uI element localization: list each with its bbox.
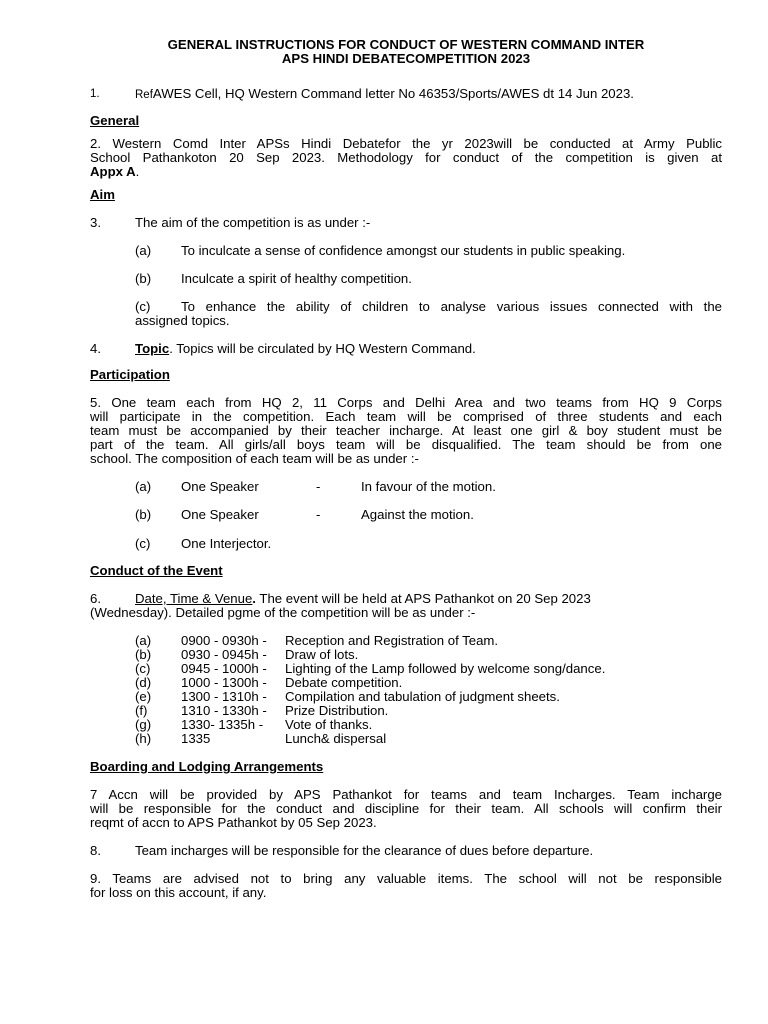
para-2-line-1: 2. Western Comd Inter APSs Hindi Debatefor the yr 2023will be conducted at Army Public xyxy=(90,136,722,151)
heading-participation: Participation xyxy=(90,367,170,382)
role-c-label: (c) xyxy=(135,536,151,551)
para-5-line-1: 5. One team each from HQ 2, 11 Corps and Delhi Area and two teams from HQ 9 Corps xyxy=(90,395,722,410)
schedule-label: (a) xyxy=(135,633,152,648)
para-8-number: 8. xyxy=(90,843,101,858)
heading-aim: Aim xyxy=(90,187,115,202)
schedule-activity: Debate competition. xyxy=(285,675,403,690)
schedule-time: 1310 - 1330h - xyxy=(181,703,267,718)
para-5-line-2: will participate in the competition. Each team will be comprised of three students and each xyxy=(90,409,722,424)
heading-general: General xyxy=(90,113,140,128)
role-c-role: One Interjector. xyxy=(181,536,272,551)
role-b-dash: - xyxy=(316,507,321,522)
role-a-role: One Speaker xyxy=(181,479,259,494)
schedule-label: (c) xyxy=(135,661,151,676)
para-2-line-2: School Pathankoton 20 Sep 2023. Methodology for conduct of the competition is given at xyxy=(90,150,722,165)
para-1-ref-body: AWES Cell, HQ Western Command letter No 46353/Sports/AWES dt 14 Jun 2023. xyxy=(152,86,634,101)
para-6-line-2: (Wednesday). Detailed pgme of the competition will be as under :- xyxy=(90,605,476,620)
para-1-text xyxy=(135,87,634,102)
role-a-dash: - xyxy=(316,479,321,494)
para-8-text: Team incharges will be responsible for the clearance of dues before departure. xyxy=(135,843,594,858)
schedule-label: (g) xyxy=(135,717,152,732)
aim-item-b-text: Inculcate a spirit of healthy competition. xyxy=(181,271,412,286)
para-6-number: 6. xyxy=(90,591,101,606)
schedule-label: (d) xyxy=(135,675,152,690)
para-3-number: 3. xyxy=(90,215,101,230)
para-4-text xyxy=(135,342,476,356)
para-4-number: 4. xyxy=(90,341,101,356)
schedule-time: 1300 - 1310h - xyxy=(181,689,267,704)
schedule-time: 0900 - 0930h - xyxy=(181,633,267,648)
aim-item-c-label: (c) xyxy=(135,299,151,314)
para-9-line-2: for loss on this account, if any. xyxy=(90,885,267,900)
aim-item-c-text-line-2: assigned topics. xyxy=(135,313,230,328)
para-7-line-2: will be responsible for the conduct and discipline for their team. All schools will confirm their xyxy=(90,801,722,816)
schedule-activity: Compilation and tabulation of judgment sheets. xyxy=(285,689,560,704)
schedule-activity: Prize Distribution. xyxy=(285,703,389,718)
schedule-time: 1335 xyxy=(181,731,211,746)
aim-item-a-text: To inculcate a sense of confidence amongst our students in public speaking. xyxy=(181,243,626,258)
schedule-activity: Vote of thanks. xyxy=(285,717,373,732)
topic-label: Topic xyxy=(135,341,170,356)
schedule-activity: Lunch& dispersal xyxy=(285,731,387,746)
para-1-ref-prefix: Ref xyxy=(135,89,153,101)
para-5-line-3: team must be accompanied by their teacher incharge. At least one girl & boy student must be xyxy=(90,423,722,438)
role-b-role: One Speaker xyxy=(181,507,259,522)
para-7-line-1: 7 Accn will be provided by APS Pathankot for teams and team Incharges. Team incharge xyxy=(90,787,722,802)
schedule-time: 0930 - 0945h - xyxy=(181,647,267,662)
para-9-line-1: 9. Teams are advised not to bring any valuable items. The school will not be responsible xyxy=(90,871,722,886)
para-3-intro: The aim of the competition is as under :- xyxy=(135,215,371,230)
heading-boarding-lodging: Boarding and Lodging Arrangements xyxy=(90,759,324,774)
topic-text: . Topics will be circulated by HQ Western Command. xyxy=(169,341,476,356)
role-b-desc: Against the motion. xyxy=(361,507,474,522)
role-b-label: (b) xyxy=(135,507,152,522)
schedule-label: (h) xyxy=(135,731,152,746)
schedule-time: 0945 - 1000h - xyxy=(181,661,267,676)
para-5-line-5: school. The composition of each team will be as under :- xyxy=(90,451,419,466)
para-2-line-3 xyxy=(90,165,139,179)
para-7-line-3: reqmt of accn to APS Pathankot by 05 Sep 2023. xyxy=(90,815,377,830)
para-5-line-4: part of the team. All girls/all boys team will be disqualified. The team should be from one xyxy=(90,437,722,452)
para-2-end: . xyxy=(135,164,140,179)
schedule-activity: Draw of lots. xyxy=(285,647,359,662)
schedule-label: (f) xyxy=(135,703,148,718)
document-title-line-2: APS HINDI DEBATECOMPETITION 2023 xyxy=(281,51,531,66)
schedule-activity: Reception and Registration of Team. xyxy=(285,633,499,648)
document-title-line-1: GENERAL INSTRUCTIONS FOR CONDUCT OF WESTERN COMMAND INTER xyxy=(167,37,645,52)
para-1-number: 1. xyxy=(90,88,100,100)
schedule-time: 1000 - 1300h - xyxy=(181,675,267,690)
aim-item-b-label: (b) xyxy=(135,271,152,286)
role-a-label: (a) xyxy=(135,479,152,494)
aim-item-a-label: (a) xyxy=(135,243,152,258)
para-6-line-1-rest: The event will be held at APS Pathankot on 20 Sep 2023 xyxy=(255,591,591,606)
heading-conduct-of-event: Conduct of the Event xyxy=(90,563,223,578)
schedule-activity: Lighting of the Lamp followed by welcome song/dance. xyxy=(285,661,606,676)
role-a-desc: In favour of the motion. xyxy=(361,479,496,494)
aim-item-c-text-line-1: To enhance the ability of children to analyse various issues connected with the xyxy=(181,299,722,314)
appendix-reference: Appx A xyxy=(90,164,136,179)
schedule-label: (e) xyxy=(135,689,152,704)
date-time-venue-label: Date, Time & Venue xyxy=(135,591,253,606)
schedule-label: (b) xyxy=(135,647,152,662)
para-6-line-1: Date, Time & Venue. The event will be held at APS Pathankot on 20 Sep 2023 xyxy=(135,591,591,606)
schedule-time: 1330- 1335h - xyxy=(181,717,264,732)
